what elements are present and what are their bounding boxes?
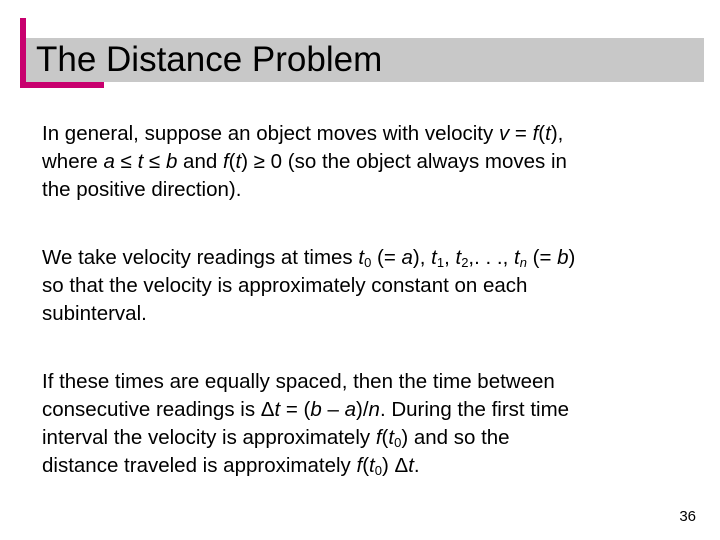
text-run: and [177, 150, 223, 173]
text-run: ( [228, 150, 236, 173]
subscript-text: 2 [461, 255, 469, 270]
text-run: ), [412, 246, 432, 269]
text-run: (= [371, 246, 402, 269]
paragraph-line [42, 424, 702, 452]
math-variable: t [431, 246, 437, 269]
paragraph [42, 368, 702, 480]
paragraph [42, 244, 702, 328]
text-run: ( [362, 454, 370, 477]
text-run: ≤ [114, 150, 138, 173]
text-run: If these times are equally spaced, then the time between [42, 370, 555, 393]
text-run: . During the first time [379, 398, 570, 421]
paragraph-line [42, 452, 702, 480]
text-run: interval the velocity is approximately [42, 426, 376, 449]
subscript-text: 0 [374, 463, 382, 478]
text-run: (= [526, 246, 558, 269]
math-variable: f [532, 122, 539, 145]
text-run: where [42, 150, 104, 173]
subscript-text: 1 [436, 255, 445, 270]
math-variable: t [455, 246, 462, 269]
text-run: ( [538, 122, 546, 145]
text-run: = [509, 122, 533, 145]
text-run: ( [381, 426, 389, 449]
slide-body [42, 120, 702, 520]
slide-title: The Distance Problem [36, 40, 383, 79]
paragraph-line [42, 120, 702, 148]
text-run: )/ [356, 398, 369, 421]
math-variable: t [137, 150, 144, 173]
math-variable: f [375, 426, 382, 449]
paragraph-line [42, 300, 702, 328]
math-variable: t [274, 398, 281, 421]
math-variable: f [356, 454, 363, 477]
text-run: ) and so the [401, 426, 510, 449]
text-run: the positive direction). [42, 178, 242, 201]
math-variable: b [165, 150, 178, 173]
math-variable: v [498, 122, 510, 145]
paragraph-line [42, 176, 702, 204]
math-variable: b [310, 398, 322, 421]
math-variable: t [514, 246, 520, 269]
math-variable: t [545, 122, 551, 145]
text-run: , [444, 246, 456, 269]
math-variable: f [222, 150, 229, 173]
text-run: ) ≥ 0 (so the object always moves in [241, 150, 567, 173]
text-run: ≤ [143, 150, 166, 173]
math-variable: t [408, 454, 414, 477]
paragraph-line [42, 244, 702, 272]
text-run: ), [550, 122, 564, 145]
text-run: subinterval. [42, 302, 147, 325]
math-variable: n [368, 398, 380, 421]
subscript-text: n [519, 255, 527, 270]
math-variable: a [401, 246, 413, 269]
text-run: ,. . ., [468, 246, 514, 269]
paragraph-line [42, 148, 702, 176]
math-variable: a [103, 150, 115, 173]
paragraph [42, 120, 702, 204]
math-variable: t [358, 246, 365, 269]
paragraph-line [42, 396, 702, 424]
text-run: – [321, 398, 345, 421]
text-run: so that the velocity is approximately constant on each [42, 274, 528, 297]
title-accent-horizontal-bar [20, 82, 104, 88]
page-number: 36 [679, 508, 696, 525]
paragraph-line [42, 272, 702, 300]
text-run: consecutive readings is Δ [42, 398, 275, 421]
math-variable: b [557, 246, 569, 269]
text-run: In general, suppose an object moves with velocity [42, 122, 499, 145]
math-variable: t [369, 454, 375, 477]
text-run: We take velocity readings at times [42, 246, 359, 269]
subscript-text: 0 [364, 255, 372, 270]
text-run: = ( [280, 398, 311, 421]
text-run: distance traveled is approximately [42, 454, 357, 477]
paragraph-line [42, 368, 702, 396]
text-run: ) Δ [381, 454, 409, 477]
text-run: ) [568, 246, 576, 269]
text-run: . [413, 454, 420, 477]
math-variable: t [388, 426, 395, 449]
math-variable: t [235, 150, 242, 173]
subscript-text: 0 [394, 435, 402, 450]
math-variable: a [344, 398, 356, 421]
